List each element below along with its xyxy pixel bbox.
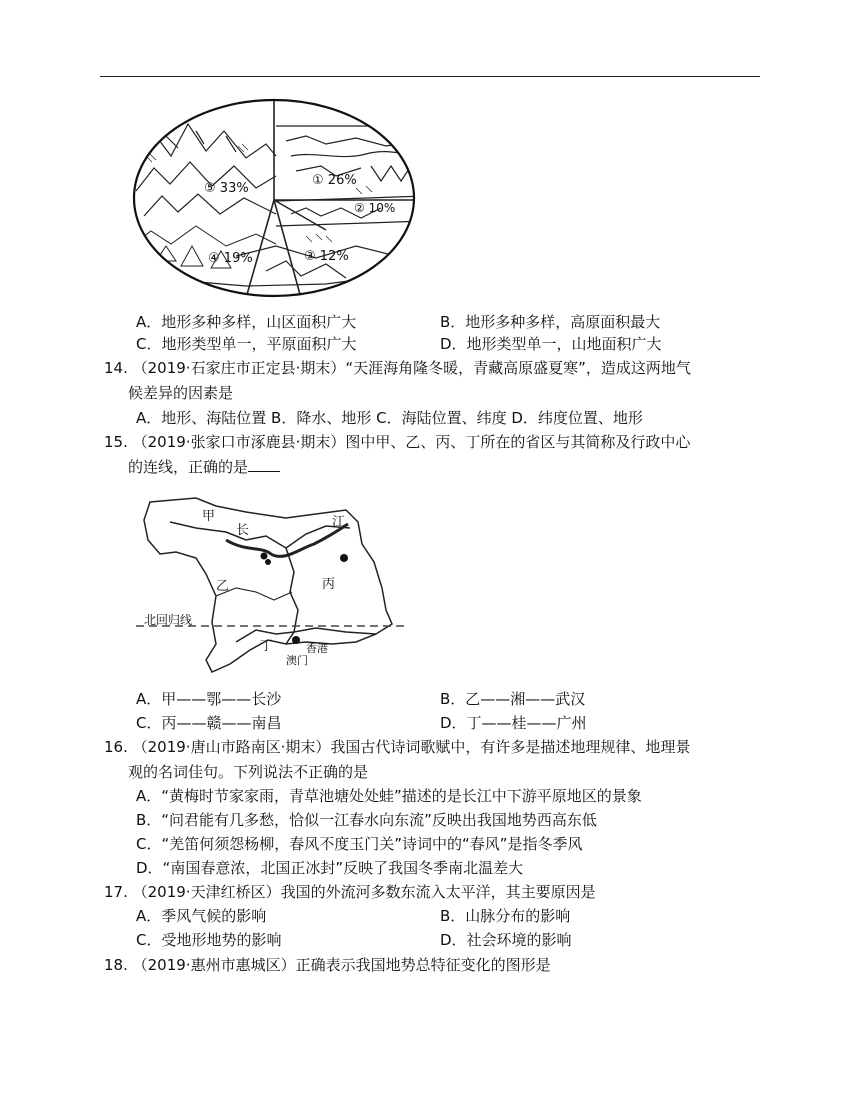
q17-option-b: B．山脉分布的影响 xyxy=(440,907,571,925)
map-label-xianggang: 香港 xyxy=(306,642,328,655)
map-label-bing: 丙 xyxy=(322,577,336,592)
map-label-aomen: 澳门 xyxy=(286,654,308,667)
q16-option-c: C．“羌笛何须怨杨柳，春风不度玉门关”诗词中的“春风”是指冬季风 xyxy=(136,835,583,853)
answer-blank xyxy=(248,457,280,472)
q16-option-a: A．“黄梅时节家家雨，青草池塘处处蛙”描述的是长江中下游平原地区的景象 xyxy=(136,787,642,805)
q15-stem-line1: 15. （2019·张家口市涿鹿县·期末）图中甲、乙、丙、丁所在的省区与其简称及行政中心 xyxy=(104,433,691,451)
map-label-jiang: 江 xyxy=(332,515,346,530)
pie-label-2: ② 10% xyxy=(354,201,396,215)
terrain-pie-figure xyxy=(126,96,432,302)
q13-option-b: B．地形多种多样，高原面积最大 xyxy=(440,313,661,331)
q15-option-d: D．丁——桂——广州 xyxy=(440,714,587,732)
q16-option-b: B．“问君能有几多愁，恰似一江春水向东流”反映出我国地势西高东低 xyxy=(136,811,597,829)
q15-option-c: C．丙——赣——南昌 xyxy=(136,714,282,732)
pie-label-5: ⑤ 33% xyxy=(204,181,249,196)
q17-stem-line1: 17. （2019·天津红桥区）我国的外流河多数东流入太平洋，其主要原因是 xyxy=(104,883,596,901)
q17-option-a: A．季风气候的影响 xyxy=(136,907,267,925)
q13-option-a: A．地形多种多样，山区面积广大 xyxy=(136,313,357,331)
q13-option-c: C．地形类型单一，平原面积广大 xyxy=(136,335,357,353)
map-label-yi: 乙 xyxy=(216,579,230,594)
q17-option-d: D．社会环境的影响 xyxy=(440,931,572,949)
q15-stem-line2: 的连线，正确的是 xyxy=(128,457,280,477)
q13-option-d: D．地形类型单一，山地面积广大 xyxy=(440,335,662,353)
q14-options: A．地形、海陆位置 B．降水、地形 C．海陆位置、纬度 D．纬度位置、地形 xyxy=(136,409,643,427)
q17-option-c: C．受地形地势的影响 xyxy=(136,931,282,949)
province-map-figure xyxy=(136,492,416,688)
q18-stem-line1: 18. （2019·惠州市惠城区）正确表示我国地势总特征变化的图形是 xyxy=(104,956,551,974)
header-rule xyxy=(100,76,760,77)
pie-label-1: ① 26% xyxy=(312,173,357,188)
q14-stem-line2: 候差异的因素是 xyxy=(128,384,234,402)
map-label-ding: 丁 xyxy=(260,639,274,654)
map-label-jia: 甲 xyxy=(202,509,216,524)
pie-label-4: ④ 19% xyxy=(208,251,253,266)
pie-label-3: ③ 12% xyxy=(304,249,349,264)
q15-option-b: B．乙——湘——武汉 xyxy=(440,690,586,708)
map-label-chang: 长 xyxy=(236,523,250,538)
q16-stem-line1: 16. （2019·唐山市路南区·期末）我国古代诗词歌赋中，有许多是描述地理规律、地理景 xyxy=(104,738,691,756)
q15-option-a: A．甲——鄂——长沙 xyxy=(136,690,282,708)
map-label-tropic: 北回归线 xyxy=(144,613,193,627)
q16-option-d: D．“南国春意浓，北国正冰封”反映了我国冬季南北温差大 xyxy=(136,859,524,877)
q16-stem-line2: 观的名词佳句。下列说法不正确的是 xyxy=(128,763,369,781)
q14-stem-line1: 14. （2019·石家庄市正定县·期末）“天涯海角隆冬暖，青藏高原盛夏寒”，造成这两地气 xyxy=(104,359,691,377)
